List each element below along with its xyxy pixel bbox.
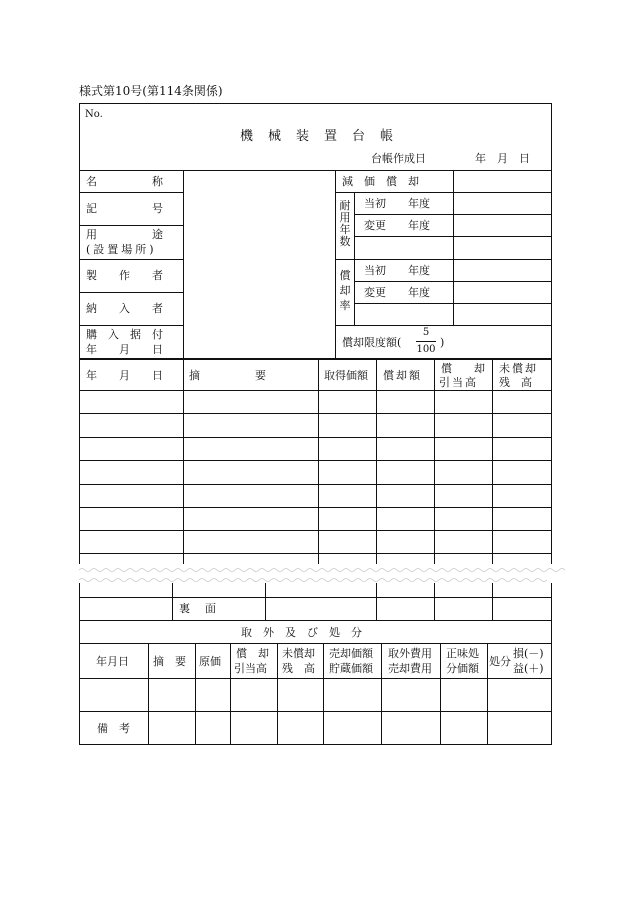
sale-price-header: 売却価額 — [329, 647, 373, 660]
depreciation-rate-label: 償却率 — [339, 269, 351, 312]
gain-header: 益(＋) — [513, 662, 544, 675]
ledger-summary-header: 摘 要 — [189, 369, 266, 382]
location-label: (設置場所) — [86, 243, 157, 256]
limit-numerator: 5 — [422, 327, 430, 338]
maker-label: 製 作 者 — [86, 269, 163, 282]
purchase-date-label: 年 月 日 — [86, 343, 163, 356]
undepreciated-header-2: 残 高 — [499, 376, 532, 389]
undepreciated-header-1: 未償却 — [499, 362, 538, 375]
remarks-label: 備 考 — [97, 722, 130, 735]
disposal-accum-header-2: 引当高 — [234, 662, 267, 675]
ledger-date-header: 年 月 日 — [86, 369, 163, 382]
code-label: 記 号 — [86, 202, 163, 215]
depreciation-limit-label: 償却限度額( — [342, 336, 402, 349]
accum-header-1: 償 却 — [441, 362, 485, 375]
disposal-title: 取 外 及 び 処 分 — [241, 626, 362, 639]
page-break-wave — [0, 564, 630, 588]
rate-initial-year: 当初 年度 — [364, 264, 430, 277]
depreciation-label: 減 価 償 却 — [342, 175, 419, 188]
disposal-summary-header: 摘 要 — [153, 655, 186, 668]
removal-cost-header: 取外費用 — [388, 647, 432, 660]
original-cost-header: 原価 — [199, 655, 221, 668]
limit-close: ) — [440, 336, 445, 349]
disposal-result-header: 処分 — [489, 655, 511, 668]
page-title: 機 械 装 置 台 帳 — [240, 129, 395, 144]
loss-header: 損(－) — [513, 647, 544, 660]
net-disposal-header-1: 正味処 — [446, 647, 479, 660]
created-date-units: 年 月 日 — [475, 152, 530, 165]
rate-changed-year: 変更 年度 — [364, 286, 430, 299]
storage-price-header: 貯蔵価額 — [329, 662, 373, 675]
accum-header-2: 引当高 — [439, 376, 478, 389]
disposal-undepr-header-1: 未償却 — [282, 647, 315, 660]
name-label: 名 称 — [86, 175, 163, 188]
life-initial-year: 当初 年度 — [364, 197, 430, 210]
acquisition-header: 取得価額 — [324, 369, 368, 382]
use-label: 用 途 — [86, 228, 163, 241]
useful-life-label: 耐用年数 — [339, 199, 351, 248]
number-label: No. — [85, 109, 103, 120]
supplier-label: 納 入 者 — [86, 302, 163, 315]
disposal-date-header: 年月日 — [96, 655, 129, 668]
disposal-undepr-header-2: 残 高 — [282, 662, 315, 675]
created-date-label: 台帳作成日 — [371, 152, 426, 165]
depreciation-header: 償却額 — [383, 369, 422, 382]
back-side-label: 裏 面 — [179, 602, 218, 615]
sale-cost-header: 売却費用 — [388, 662, 432, 675]
life-changed-year: 変更 年度 — [364, 219, 430, 232]
disposal-accum-header-1: 償 却 — [236, 647, 269, 660]
purchase-label: 購 入 据 付 — [86, 328, 163, 341]
form-label: 様式第10号(第114条関係) — [79, 84, 223, 98]
net-disposal-header-2: 分価額 — [446, 662, 479, 675]
limit-denominator: 100 — [416, 344, 436, 355]
